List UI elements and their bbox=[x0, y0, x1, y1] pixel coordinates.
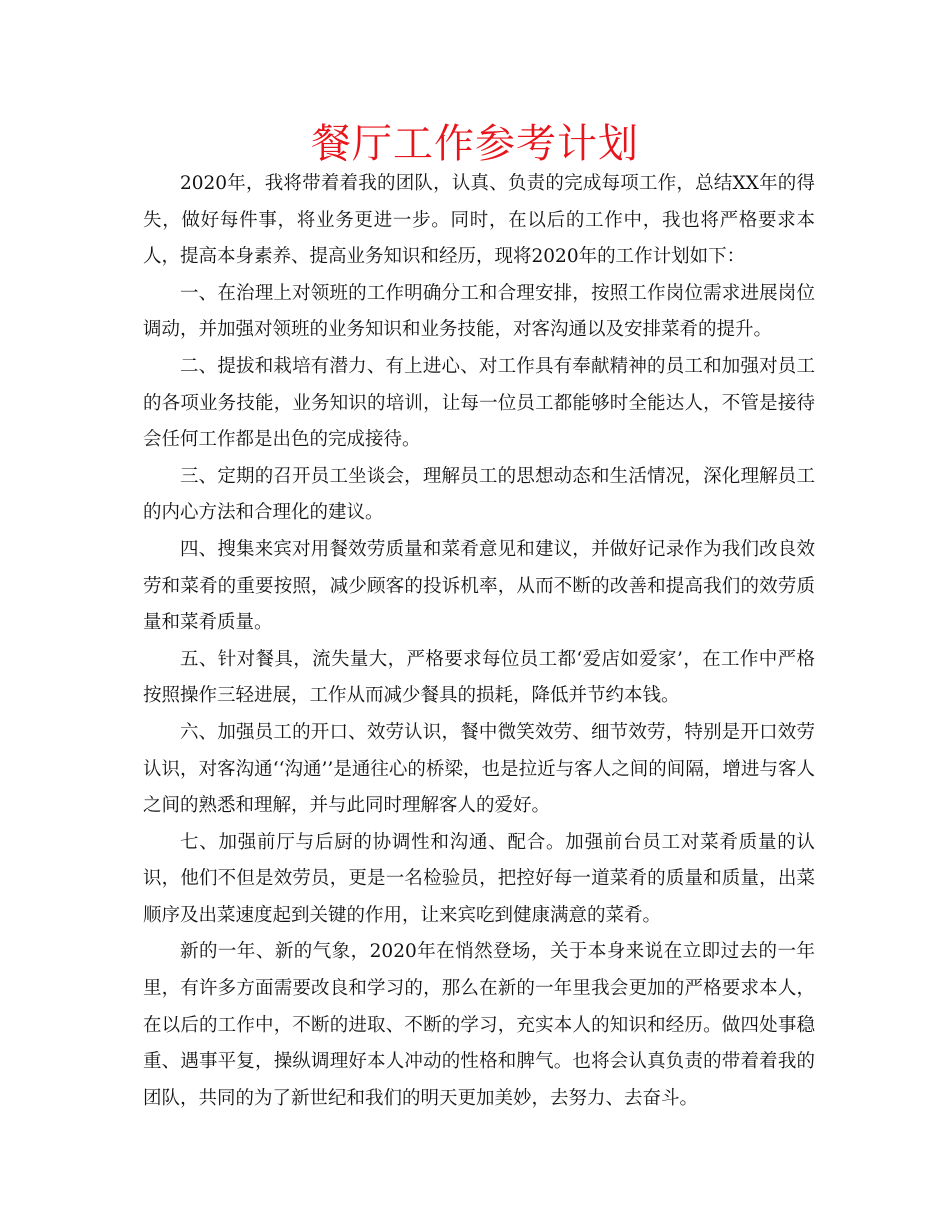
paragraph-conclusion: 新的一年、新的气象，2020年在悄然登场，关于本身来说在立即过去的一年里，有许多方面需要改良和学习的，那么在新的一年里我会更加的严格要求本人，在以后的工作中，不断的进取、不断的学习，充实本人的知识和经历。做四处事稳重、遇事平复，操纵调理好本人冲动的性格和脾气。也将会认真负责的带着着我的团队，共同的为了新世纪和我们的明天更加美妙，去努力、去奋斗。 bbox=[143, 941, 815, 1109]
paragraph-item-4: 四、搜集来宾对用餐效劳质量和菜肴意见和建议，并做好记录作为我们改良效劳和菜肴的重要按照，减少顾客的投诉机率，从而不断的改善和提高我们的效劳质量和菜肴质量。 bbox=[143, 538, 815, 634]
paragraph-item-3: 三、定期的召开员工坐谈会，理解员工的思想动态和生活情况，深化理解员工的内心方法和合理化的建议。 bbox=[143, 465, 815, 524]
paragraph-item-2: 二、提拔和栽培有潜力、有上进心、对工作具有奉献精神的员工和加强对员工的各项业务技能，业务知识的培训，让每一位员工都能够时全能达人，不管是接待会任何工作都是出色的完成接待。 bbox=[143, 355, 815, 451]
paragraph-item-7: 七、加强前厅与后厨的协调性和沟通、配合。加强前台员工对菜肴质量的认识，他们不但是效劳员，更是一名检验员，把控好每一道菜肴的质量和质量，出菜顺序及出菜速度起到关键的作用，让来宾吃到健康满意的菜肴。 bbox=[143, 831, 815, 926]
paragraph-item-1: 一、在治理上对领班的工作明确分工和合理安排，按照工作岗位需求进展岗位调动，并加强对领班的业务知识和业务技能，对客沟通以及安排菜肴的提升。 bbox=[143, 282, 815, 341]
paragraph-item-6: 六、加强员工的开口、效劳认识，餐中微笑效劳、细节效劳，特别是开口效劳认识，对客沟通‘‘沟通’’是通往心的桥梁，也是拉近与客人之间的间隔，增进与客人之间的熟悉和理解，并与此同时理解客人的爱好。 bbox=[143, 721, 815, 817]
paragraph-item-5: 五、针对餐具，流失量大，严格要求每位员工都‘爱店如爱家’，在工作中严格按照操作三轻进展，工作从而减少餐具的损耗，降低并节约本钱。 bbox=[143, 648, 815, 707]
paragraph-intro: 2020年，我将带着着我的团队，认真、负责的完成每项工作，总结XX年的得失，做好每件事，将业务更进一步。同时，在以后的工作中，我也将严格要求本人，提高本身素养、提高业务知识和经历，现将2020年的工作计划如下： bbox=[143, 173, 815, 268]
document-body bbox=[143, 166, 815, 1117]
document-title: 餐厅工作参考计划 bbox=[311, 121, 639, 167]
